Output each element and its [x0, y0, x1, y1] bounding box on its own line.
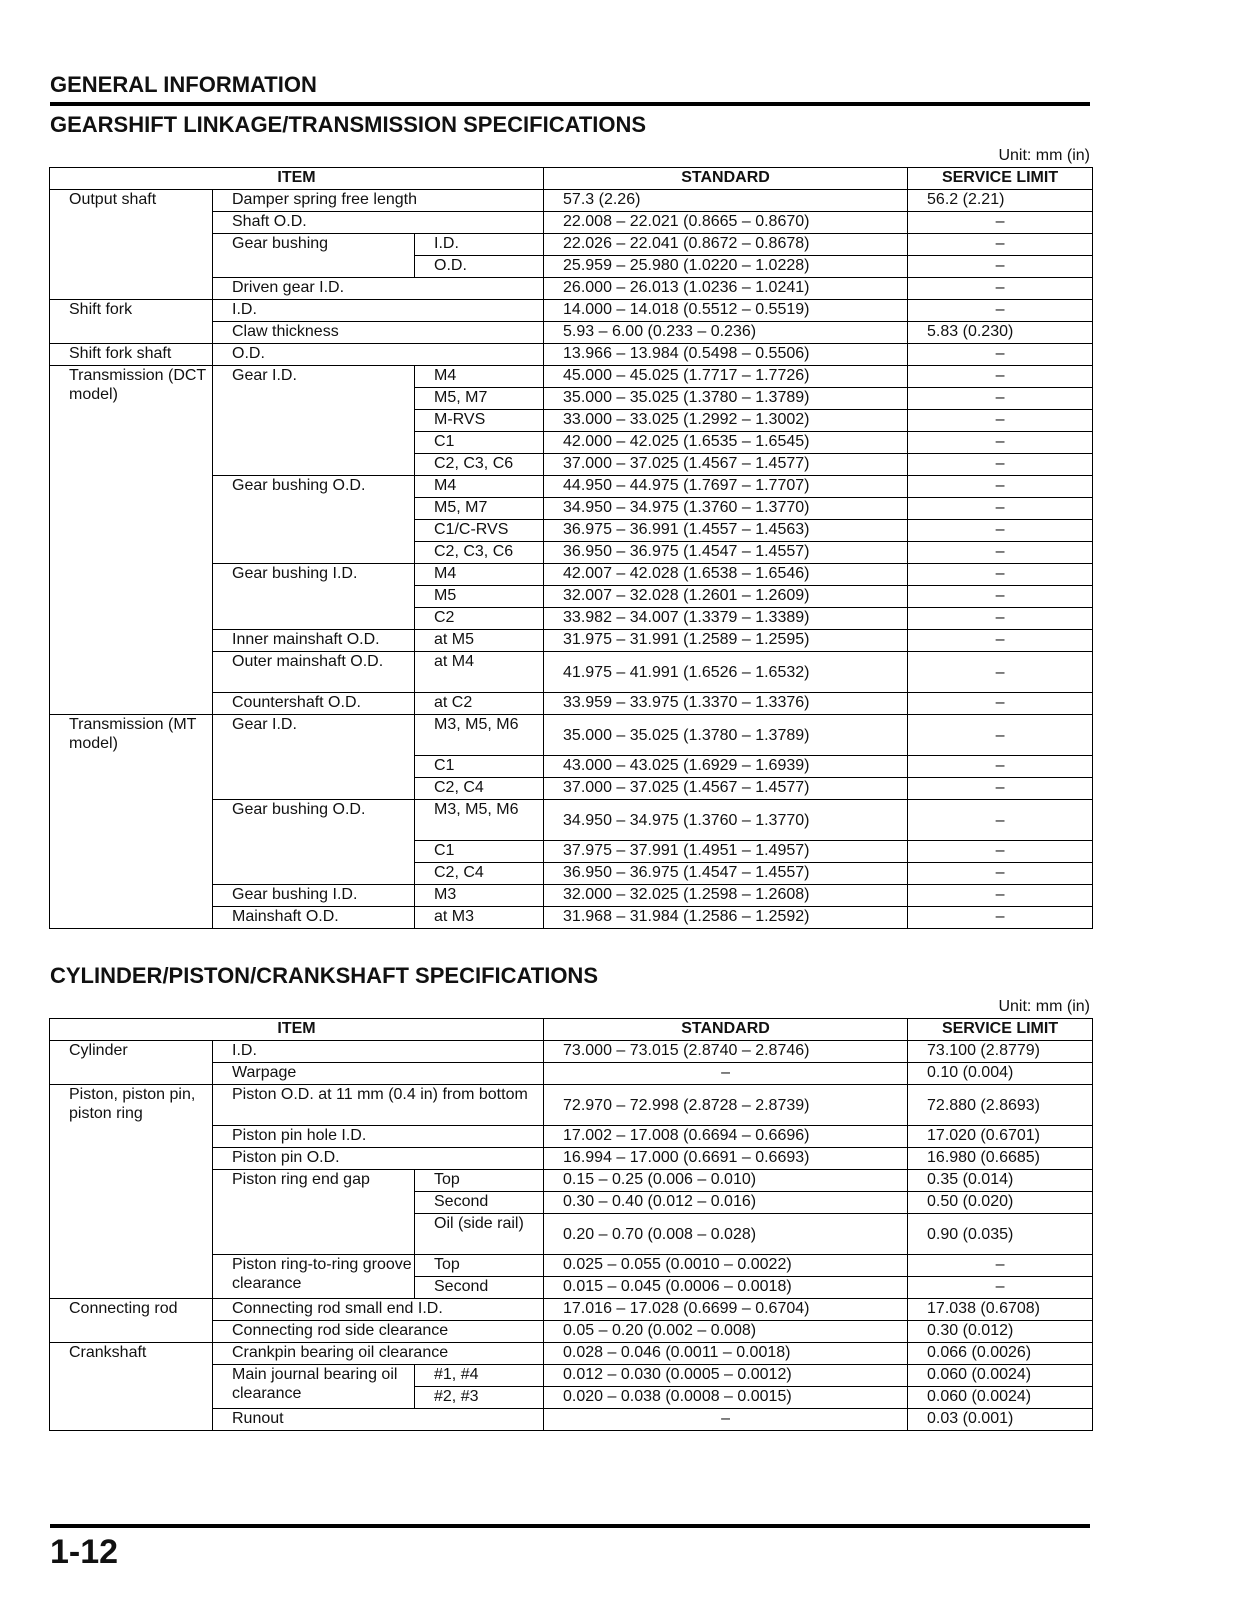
sub-item-cell: M4: [415, 564, 544, 586]
item-heading: ITEM: [50, 168, 544, 190]
standard-cell: 33.000 – 33.025 (1.2992 – 1.3002): [544, 410, 908, 432]
item-cell: Claw thickness: [213, 322, 544, 344]
service-limit-heading: SERVICE LIMIT: [908, 168, 1093, 190]
item-cell: Warpage: [213, 1063, 544, 1085]
sub-item-cell: M5: [415, 586, 544, 608]
standard-cell: 22.008 – 22.021 (0.8665 – 0.8670): [544, 212, 908, 234]
item-cell: Piston pin hole I.D.: [213, 1126, 544, 1148]
sub-item-cell: C1: [415, 841, 544, 863]
group-cell: Transmission (DCT model): [50, 366, 213, 715]
service-limit-heading: SERVICE LIMIT: [908, 1019, 1093, 1041]
item-cell: Countershaft O.D.: [213, 693, 415, 715]
item-cell: Mainshaft O.D.: [213, 907, 415, 929]
header-rule: [50, 102, 1090, 106]
service-limit-cell: 56.2 (2.21): [908, 190, 1093, 212]
item-cell: Piston O.D. at 11 mm (0.4 in) from bottom: [213, 1085, 544, 1126]
sub-item-cell: C1/C-RVS: [415, 520, 544, 542]
table-row: [50, 300, 1093, 322]
service-limit-cell: –: [908, 778, 1093, 800]
standard-cell: 17.002 – 17.008 (0.6694 – 0.6696): [544, 1126, 908, 1148]
standard-cell: 45.000 – 45.025 (1.7717 – 1.7726): [544, 366, 908, 388]
item-cell: Gear bushing I.D.: [213, 885, 415, 907]
item-cell: Gear bushing O.D.: [213, 476, 415, 564]
standard-cell: 32.000 – 32.025 (1.2598 – 1.2608): [544, 885, 908, 907]
standard-cell: 32.007 – 32.028 (1.2601 – 1.2609): [544, 586, 908, 608]
standard-cell: 37.000 – 37.025 (1.4567 – 1.4577): [544, 778, 908, 800]
table-row: [50, 1085, 1093, 1126]
service-limit-cell: –: [908, 300, 1093, 322]
group-cell: Output shaft: [50, 190, 213, 300]
service-limit-cell: 0.90 (0.035): [908, 1214, 1093, 1255]
standard-cell: 57.3 (2.26): [544, 190, 908, 212]
service-limit-cell: 5.83 (0.230): [908, 322, 1093, 344]
standard-cell: 0.025 – 0.055 (0.0010 – 0.0022): [544, 1255, 908, 1277]
service-limit-cell: –: [908, 907, 1093, 929]
service-limit-cell: 0.10 (0.004): [908, 1063, 1093, 1085]
item-cell: I.D.: [213, 1041, 544, 1063]
standard-cell: 22.026 – 22.041 (0.8672 – 0.8678): [544, 234, 908, 256]
service-limit-cell: –: [908, 498, 1093, 520]
group-cell: Shift fork shaft: [50, 344, 213, 366]
standard-cell: 17.016 – 17.028 (0.6699 – 0.6704): [544, 1299, 908, 1321]
sub-item-cell: C2, C3, C6: [415, 454, 544, 476]
sub-item-cell: M3, M5, M6: [415, 715, 544, 756]
sub-item-cell: M-RVS: [415, 410, 544, 432]
group-cell: Cylinder: [50, 1041, 213, 1085]
table-row: [50, 1343, 1093, 1365]
standard-cell: 37.000 – 37.025 (1.4567 – 1.4577): [544, 454, 908, 476]
service-limit-cell: 16.980 (0.6685): [908, 1148, 1093, 1170]
sub-item-cell: C2, C4: [415, 863, 544, 885]
service-limit-cell: –: [908, 586, 1093, 608]
sub-item-cell: I.D.: [415, 234, 544, 256]
standard-cell: 16.994 – 17.000 (0.6691 – 0.6693): [544, 1148, 908, 1170]
item-cell: Gear bushing: [213, 234, 415, 278]
item-heading: ITEM: [50, 1019, 544, 1041]
service-limit-cell: 0.03 (0.001): [908, 1409, 1093, 1431]
gearshift-title: GEARSHIFT LINKAGE/TRANSMISSION SPECIFICATIONS: [50, 112, 647, 137]
group-cell: Piston, piston pin, piston ring: [50, 1085, 213, 1299]
item-cell: Crankpin bearing oil clearance: [213, 1343, 544, 1365]
standard-cell: 35.000 – 35.025 (1.3780 – 1.3789): [544, 715, 908, 756]
gearshift-spec-table: [49, 167, 1093, 929]
item-cell: Piston ring end gap: [213, 1170, 415, 1255]
standard-cell: 13.966 – 13.984 (0.5498 – 0.5506): [544, 344, 908, 366]
service-limit-cell: –: [908, 410, 1093, 432]
service-limit-cell: 0.060 (0.0024): [908, 1365, 1093, 1387]
table-row: [50, 190, 1093, 212]
standard-cell: 42.000 – 42.025 (1.6535 – 1.6545): [544, 432, 908, 454]
table-row: [50, 366, 1093, 388]
item-cell: Driven gear I.D.: [213, 278, 544, 300]
standard-cell: 31.975 – 31.991 (1.2589 – 1.2595): [544, 630, 908, 652]
service-limit-cell: –: [908, 608, 1093, 630]
service-limit-cell: –: [908, 652, 1093, 693]
standard-cell: 25.959 – 25.980 (1.0220 – 1.0228): [544, 256, 908, 278]
sub-item-cell: #2, #3: [415, 1387, 544, 1409]
sub-item-cell: at M3: [415, 907, 544, 929]
service-limit-cell: –: [908, 212, 1093, 234]
cylinder-spec-table: [49, 1018, 1093, 1431]
standard-cell: 26.000 – 26.013 (1.0236 – 1.0241): [544, 278, 908, 300]
standard-cell: 35.000 – 35.025 (1.3780 – 1.3789): [544, 388, 908, 410]
standard-cell: 72.970 – 72.998 (2.8728 – 2.8739): [544, 1085, 908, 1126]
service-limit-cell: –: [908, 715, 1093, 756]
standard-cell: 36.950 – 36.975 (1.4547 – 1.4557): [544, 542, 908, 564]
service-limit-cell: –: [908, 476, 1093, 498]
item-cell: Main journal bearing oil clearance: [213, 1365, 415, 1409]
service-limit-cell: –: [908, 885, 1093, 907]
section-header: GENERAL INFORMATION: [50, 72, 317, 97]
table-header-row: [50, 168, 1093, 190]
sub-item-cell: Top: [415, 1255, 544, 1277]
cylinder-title: CYLINDER/PISTON/CRANKSHAFT SPECIFICATIONS: [50, 963, 598, 988]
item-cell: Gear I.D.: [213, 715, 415, 800]
item-cell: Outer mainshaft O.D.: [213, 652, 415, 693]
service-limit-cell: 0.066 (0.0026): [908, 1343, 1093, 1365]
sub-item-cell: M3: [415, 885, 544, 907]
service-limit-cell: –: [908, 256, 1093, 278]
item-cell: Connecting rod side clearance: [213, 1321, 544, 1343]
service-limit-cell: 0.50 (0.020): [908, 1192, 1093, 1214]
standard-cell: 36.975 – 36.991 (1.4557 – 1.4563): [544, 520, 908, 542]
service-limit-cell: 0.060 (0.0024): [908, 1387, 1093, 1409]
sub-item-cell: M5, M7: [415, 388, 544, 410]
service-limit-cell: –: [908, 1255, 1093, 1277]
item-cell: Piston ring-to-ring groove clearance: [213, 1255, 415, 1299]
service-limit-cell: –: [908, 234, 1093, 256]
page-number: 1-12: [50, 1533, 119, 1571]
standard-cell: 34.950 – 34.975 (1.3760 – 1.3770): [544, 498, 908, 520]
standard-cell: –: [544, 1063, 908, 1085]
table-row: [50, 1299, 1093, 1321]
item-cell: Inner mainshaft O.D.: [213, 630, 415, 652]
gearshift-unit: Unit: mm (in): [998, 147, 1090, 164]
item-cell: Runout: [213, 1409, 544, 1431]
service-limit-cell: 0.30 (0.012): [908, 1321, 1093, 1343]
service-limit-cell: –: [908, 278, 1093, 300]
item-cell: I.D.: [213, 300, 544, 322]
standard-cell: 0.015 – 0.045 (0.0006 – 0.0018): [544, 1277, 908, 1299]
standard-cell: 0.028 – 0.046 (0.0011 – 0.0018): [544, 1343, 908, 1365]
standard-cell: 42.007 – 42.028 (1.6538 – 1.6546): [544, 564, 908, 586]
sub-item-cell: at M5: [415, 630, 544, 652]
service-limit-cell: 0.35 (0.014): [908, 1170, 1093, 1192]
item-cell: O.D.: [213, 344, 544, 366]
service-limit-cell: –: [908, 454, 1093, 476]
service-limit-cell: –: [908, 863, 1093, 885]
item-cell: Piston pin O.D.: [213, 1148, 544, 1170]
standard-cell: 41.975 – 41.991 (1.6526 – 1.6532): [544, 652, 908, 693]
standard-cell: 0.020 – 0.038 (0.0008 – 0.0015): [544, 1387, 908, 1409]
service-limit-cell: –: [908, 520, 1093, 542]
item-cell: Gear I.D.: [213, 366, 415, 476]
sub-item-cell: C2, C4: [415, 778, 544, 800]
sub-item-cell: Second: [415, 1277, 544, 1299]
service-limit-cell: –: [908, 1277, 1093, 1299]
standard-cell: 73.000 – 73.015 (2.8740 – 2.8746): [544, 1041, 908, 1063]
standard-cell: 5.93 – 6.00 (0.233 – 0.236): [544, 322, 908, 344]
sub-item-cell: M5, M7: [415, 498, 544, 520]
sub-item-cell: at M4: [415, 652, 544, 693]
standard-cell: 44.950 – 44.975 (1.7697 – 1.7707): [544, 476, 908, 498]
table-header-row: [50, 1019, 1093, 1041]
cylinder-unit: Unit: mm (in): [998, 998, 1090, 1015]
standard-cell: 33.982 – 34.007 (1.3379 – 1.3389): [544, 608, 908, 630]
standard-cell: 33.959 – 33.975 (1.3370 – 1.3376): [544, 693, 908, 715]
item-cell: Damper spring free length: [213, 190, 544, 212]
sub-item-cell: C2, C3, C6: [415, 542, 544, 564]
standard-cell: 0.05 – 0.20 (0.002 – 0.008): [544, 1321, 908, 1343]
standard-cell: 43.000 – 43.025 (1.6929 – 1.6939): [544, 756, 908, 778]
sub-item-cell: at C2: [415, 693, 544, 715]
group-cell: Transmission (MT model): [50, 715, 213, 929]
group-cell: Connecting rod: [50, 1299, 213, 1343]
service-limit-cell: –: [908, 542, 1093, 564]
standard-cell: 0.20 – 0.70 (0.008 – 0.028): [544, 1214, 908, 1255]
service-limit-cell: 72.880 (2.8693): [908, 1085, 1093, 1126]
service-limit-cell: –: [908, 630, 1093, 652]
standard-cell: 0.30 – 0.40 (0.012 – 0.016): [544, 1192, 908, 1214]
standard-heading: STANDARD: [544, 1019, 908, 1041]
service-limit-cell: –: [908, 693, 1093, 715]
service-limit-cell: –: [908, 388, 1093, 410]
service-limit-cell: 73.100 (2.8779): [908, 1041, 1093, 1063]
sub-item-cell: C1: [415, 432, 544, 454]
sub-item-cell: Top: [415, 1170, 544, 1192]
standard-cell: 0.15 – 0.25 (0.006 – 0.010): [544, 1170, 908, 1192]
standard-cell: 14.000 – 14.018 (0.5512 – 0.5519): [544, 300, 908, 322]
item-cell: Gear bushing I.D.: [213, 564, 415, 630]
sub-item-cell: M4: [415, 366, 544, 388]
service-limit-cell: 17.020 (0.6701): [908, 1126, 1093, 1148]
sub-item-cell: M3, M5, M6: [415, 800, 544, 841]
item-cell: Connecting rod small end I.D.: [213, 1299, 544, 1321]
service-limit-cell: 17.038 (0.6708): [908, 1299, 1093, 1321]
service-limit-cell: –: [908, 344, 1093, 366]
standard-cell: 36.950 – 36.975 (1.4547 – 1.4557): [544, 863, 908, 885]
sub-item-cell: C2: [415, 608, 544, 630]
standard-cell: 31.968 – 31.984 (1.2586 – 1.2592): [544, 907, 908, 929]
service-limit-cell: –: [908, 841, 1093, 863]
table-row: [50, 344, 1093, 366]
sub-item-cell: M4: [415, 476, 544, 498]
group-cell: Crankshaft: [50, 1343, 213, 1431]
group-cell: Shift fork: [50, 300, 213, 344]
service-limit-cell: –: [908, 800, 1093, 841]
standard-cell: 34.950 – 34.975 (1.3760 – 1.3770): [544, 800, 908, 841]
service-limit-cell: –: [908, 432, 1093, 454]
service-limit-cell: –: [908, 756, 1093, 778]
table-row: [50, 715, 1093, 756]
sub-item-cell: O.D.: [415, 256, 544, 278]
item-cell: Shaft O.D.: [213, 212, 544, 234]
item-cell: Gear bushing O.D.: [213, 800, 415, 885]
sub-item-cell: Second: [415, 1192, 544, 1214]
sub-item-cell: #1, #4: [415, 1365, 544, 1387]
footer-rule: [50, 1524, 1090, 1528]
standard-cell: –: [544, 1409, 908, 1431]
sub-item-cell: C1: [415, 756, 544, 778]
standard-heading: STANDARD: [544, 168, 908, 190]
service-limit-cell: –: [908, 564, 1093, 586]
service-limit-cell: –: [908, 366, 1093, 388]
standard-cell: 0.012 – 0.030 (0.0005 – 0.0012): [544, 1365, 908, 1387]
table-row: [50, 1041, 1093, 1063]
standard-cell: 37.975 – 37.991 (1.4951 – 1.4957): [544, 841, 908, 863]
sub-item-cell: Oil (side rail): [415, 1214, 544, 1255]
